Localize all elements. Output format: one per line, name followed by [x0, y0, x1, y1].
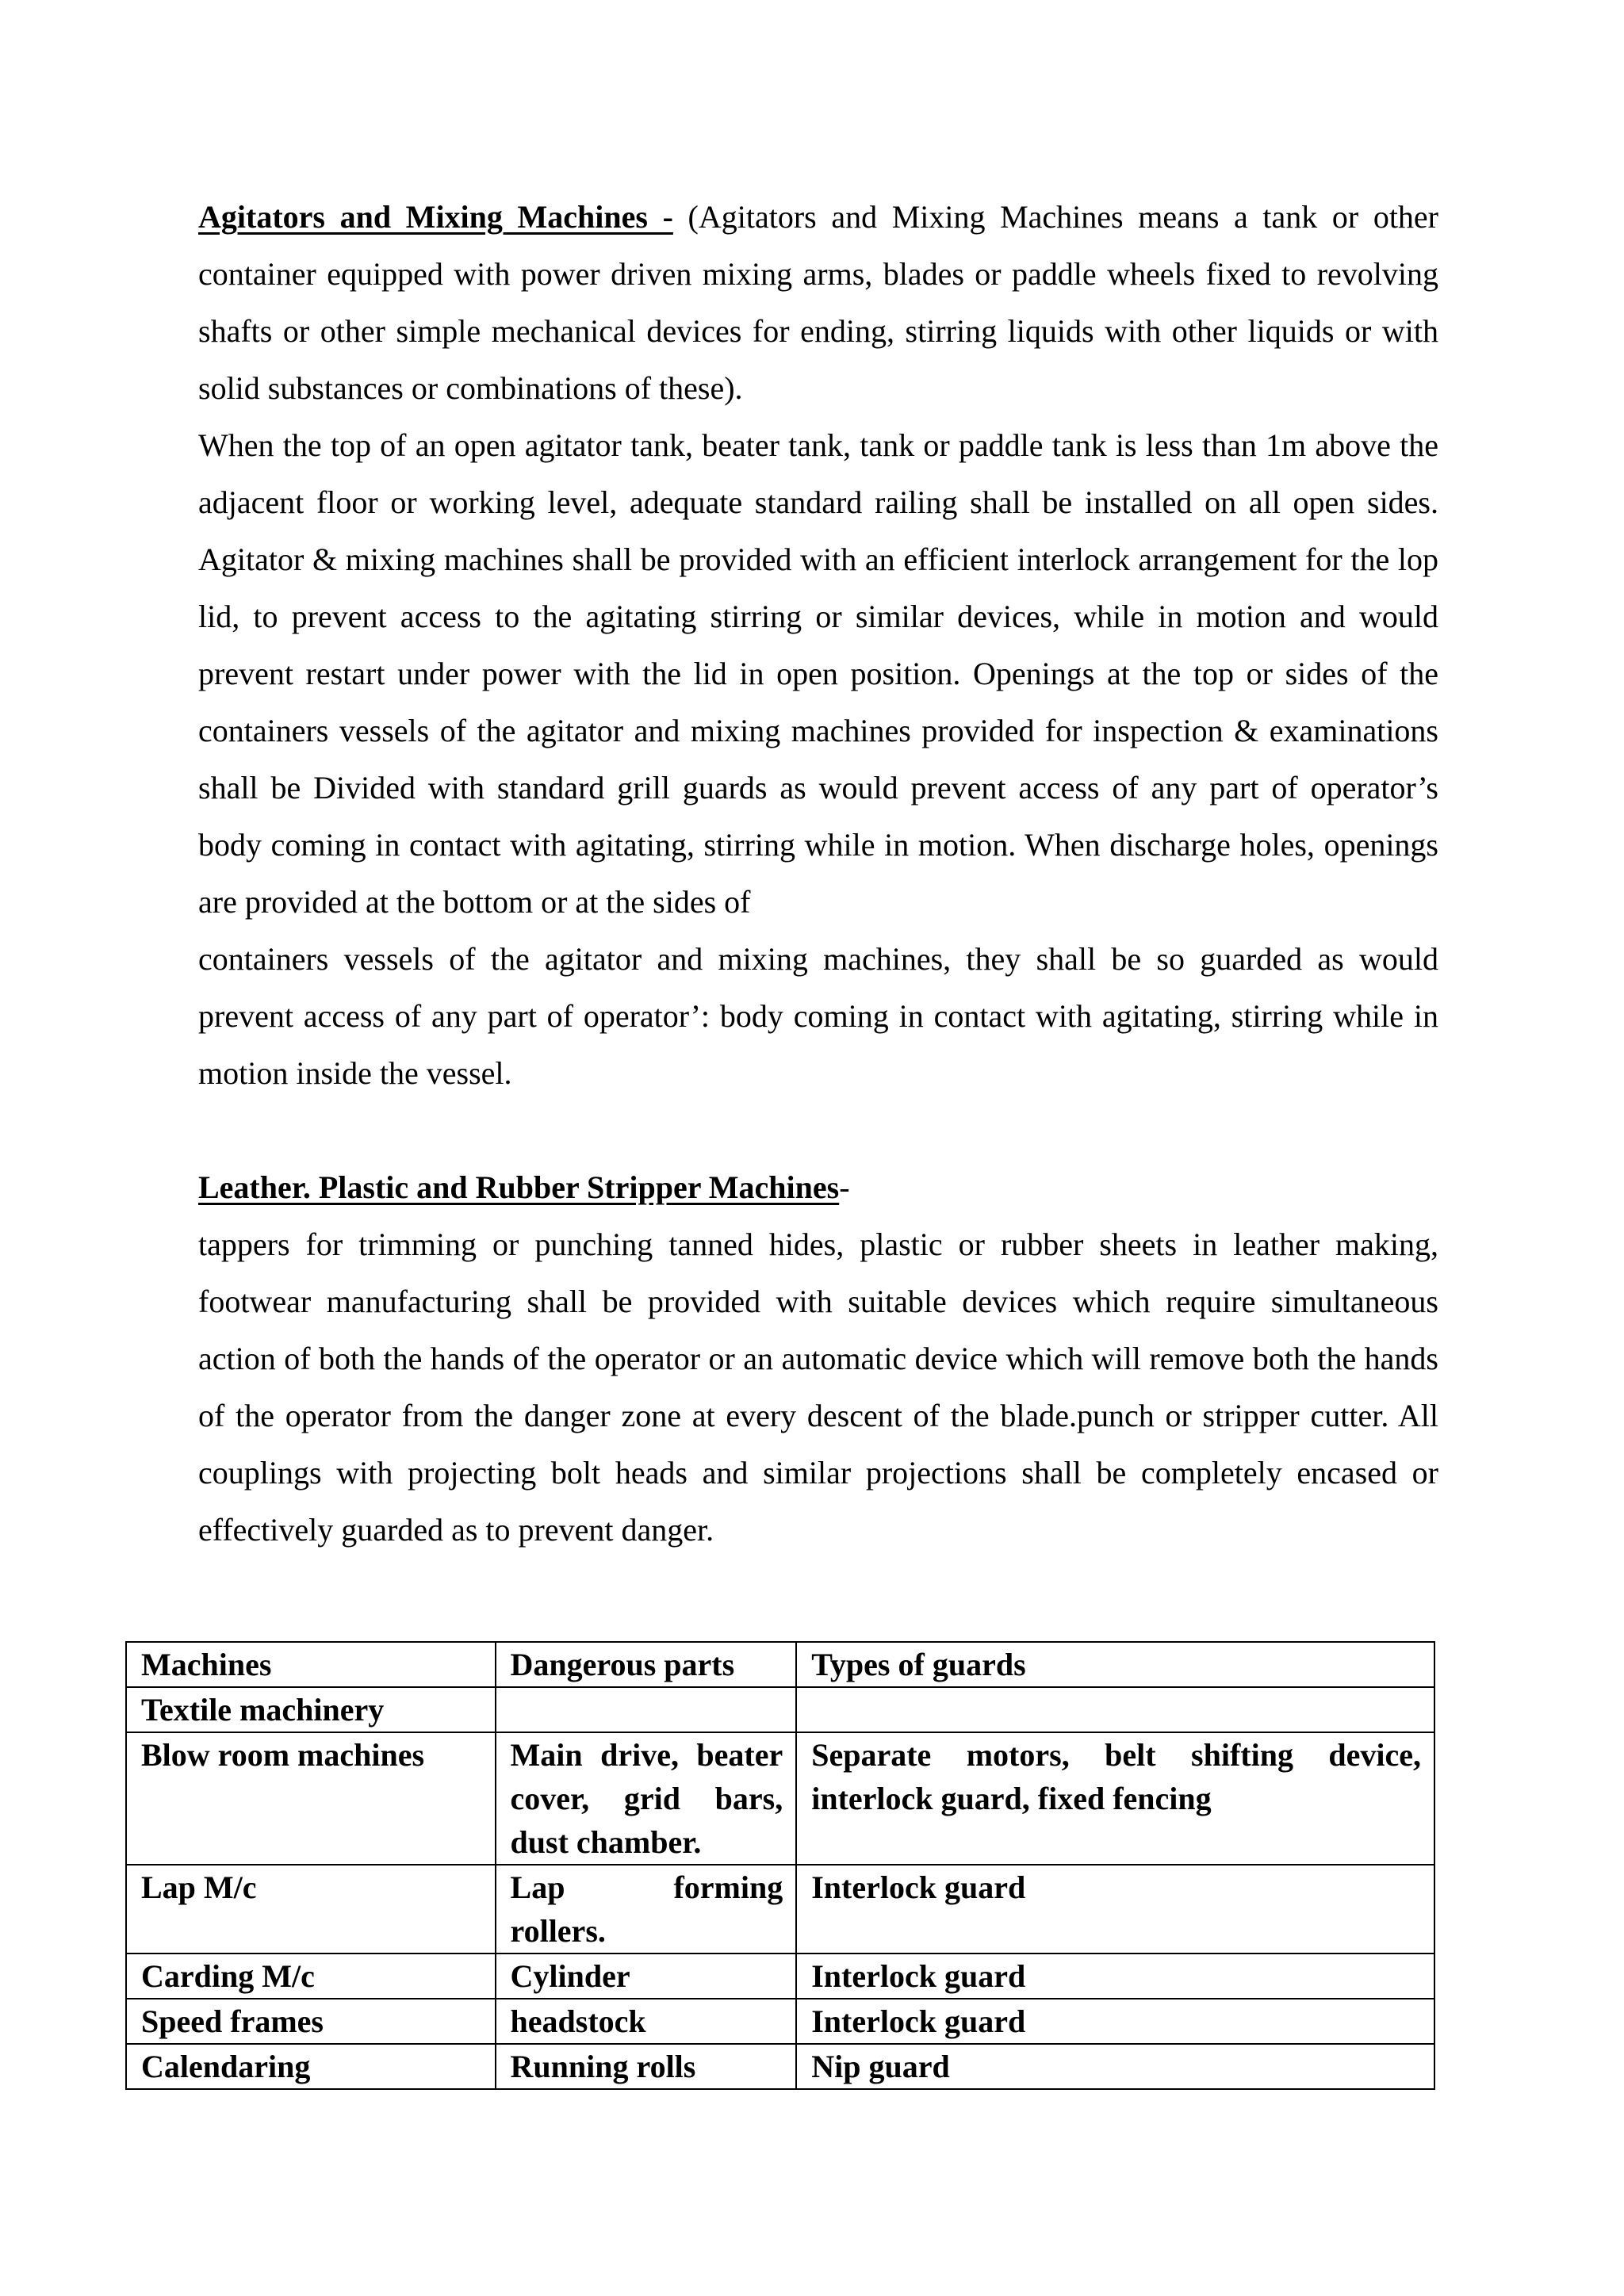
- agitators-body-paragraph-2: containers vessels of the agitator and mixing machines, they shall be so guarded as would prevent access of any part of operator’: body coming in contact with agitating, stirring while in motion inside the vessel.: [198, 941, 1438, 1091]
- table-row: [126, 1687, 1434, 1732]
- agitators-section: [198, 189, 1438, 1102]
- table-cell: Blow room machines: [126, 1732, 496, 1865]
- header-types-of-guards: Types of guards: [796, 1642, 1434, 1687]
- table-cell: Interlock guard: [796, 1999, 1434, 2044]
- leather-section: [198, 1159, 1438, 1559]
- table-cell: Separate motors, belt shifting device, interlock guard, fixed fencing: [796, 1732, 1434, 1865]
- leather-heading: Leather. Plastic and Rubber Stripper Machines: [198, 1169, 840, 1205]
- table-cell: Cylinder: [496, 1954, 797, 1999]
- header-dangerous-parts: Dangerous parts: [496, 1642, 797, 1687]
- leather-heading-suffix: -: [839, 1169, 850, 1205]
- leather-body-paragraph: tappers for trimming or punching tanned hides, plastic or rubber sheets in leather making, footwear manufacturing shall be provided with suitable devices which require simultaneous action of both the hands of the operator or an automatic device which will remove both the hands of the operator from the danger zone at every descent of the blade.punch or stripper cutter. All couplings with projecting bolt heads and similar projections shall be completely encased or effectively guarded as to prevent danger.: [198, 1226, 1438, 1548]
- table-row: [126, 1999, 1434, 2044]
- machine-guards-table: [125, 1641, 1435, 2090]
- table-cell: [796, 1687, 1434, 1732]
- agitators-intro-paragraph: [198, 189, 1438, 417]
- table-cell: Textile machinery: [126, 1687, 496, 1732]
- table-cell: [496, 1687, 797, 1732]
- table-cell: Speed frames: [126, 1999, 496, 2044]
- table-cell: Carding M/c: [126, 1954, 496, 1999]
- table-cell: Calendaring: [126, 2044, 496, 2089]
- table-cell: Lap M/c: [126, 1865, 496, 1954]
- header-machines: Machines: [126, 1642, 496, 1687]
- table-row: [126, 1954, 1434, 1999]
- table-cell: Interlock guard: [796, 1954, 1434, 1999]
- table-cell: Main drive, beater cover, grid bars, dust chamber.: [496, 1732, 797, 1865]
- agitators-body-paragraph-1: When the top of an open agitator tank, beater tank, tank or paddle tank is less than 1m above the adjacent floor or working level, adequate standard railing shall be installed on all open sides. Agitator & mixing machines shall be provided with an efficient interlock arrangement for the lop lid, to prevent access to the agitating stirring or similar devices, while in motion and would prevent restart under power with the lid in open position. Openings at the top or sides of the containers vessels of the agitator and mixing machines provided for inspection & examinations shall be Divided with standard grill guards as would prevent access of any part of operator’s body coming in contact with agitating, stirring while in motion. When discharge holes, openings are provided at the bottom or at the sides of: [198, 427, 1438, 920]
- table-cell: headstock: [496, 1999, 797, 2044]
- table-cell: Nip guard: [796, 2044, 1434, 2089]
- table-header-row: [126, 1642, 1434, 1687]
- table-row: [126, 1732, 1434, 1865]
- table-row: [126, 2044, 1434, 2089]
- agitators-intro-text: (Agitators and Mixing Machines means a tank or other container equipped with power driven mixing arms, blades or paddle wheels fixed to revolving shafts or other simple mechanical devices for ending, stirring liquids with other liquids or with solid substances or combinations of these).: [198, 199, 1439, 406]
- table-cell: Lap forming rollers.: [496, 1865, 797, 1954]
- table-cell: Interlock guard: [796, 1865, 1434, 1954]
- table-row: [126, 1865, 1434, 1954]
- leather-heading-line: [198, 1159, 1438, 1216]
- table-cell: Running rolls: [496, 2044, 797, 2089]
- agitators-heading: Agitators and Mixing Machines -: [198, 199, 673, 235]
